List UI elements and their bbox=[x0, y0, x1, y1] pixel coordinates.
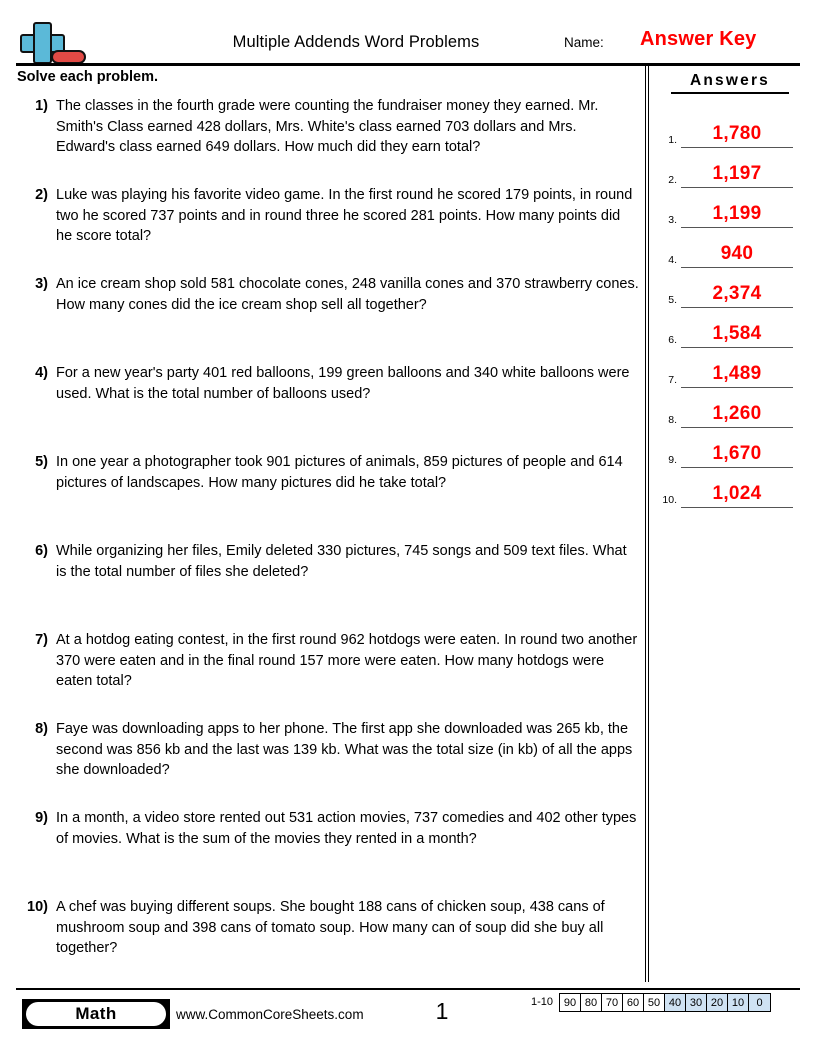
answer-value: 1,199 bbox=[712, 203, 762, 224]
page-header bbox=[16, 16, 800, 64]
page-number: 1 bbox=[435, 998, 449, 1024]
answer-row bbox=[655, 428, 805, 468]
problem-item bbox=[17, 719, 639, 781]
problem-text: In one year a photographer took 901 pictures of animals, 859 pictures of people and 614 pictures of landscapes. How many pictures did he take total? bbox=[56, 454, 623, 491]
answer-value: 1,584 bbox=[712, 323, 762, 344]
grading-scale-cell: 20 bbox=[707, 994, 728, 1011]
problem-number: 5) bbox=[35, 454, 48, 470]
grading-scale-cell: 70 bbox=[602, 994, 623, 1011]
problem-number: 1) bbox=[35, 98, 48, 114]
website-url: www.CommonCoreSheets.com bbox=[176, 1007, 364, 1022]
answer-key-badge: Answer Key bbox=[640, 28, 757, 50]
answer-number: 8. bbox=[668, 414, 677, 426]
footer-divider-rule bbox=[16, 988, 800, 990]
answer-row bbox=[655, 308, 805, 348]
problem-text: The classes in the fourth grade were counting the fundraiser money they earned. Mr. Smith's Class earned 428 dollars, Mrs. White's class earned 703 dollars and Mrs. Edward's class earned 649 dollars. How much did they earn total? bbox=[56, 98, 599, 155]
problem-number: 2) bbox=[35, 187, 48, 203]
answer-row bbox=[655, 348, 805, 388]
answer-value: 940 bbox=[720, 243, 754, 264]
problem-item bbox=[17, 541, 639, 582]
subject-badge-label: Math bbox=[26, 1002, 166, 1026]
problem-text: Luke was playing his favorite video game. In the first round he scored 179 points, in round two he scored 737 points and in round three he scored 281 points. How many points did he score total? bbox=[56, 187, 633, 244]
grading-scale-cell: 0 bbox=[749, 994, 770, 1011]
problem-number: 3) bbox=[35, 276, 48, 292]
grading-scale bbox=[531, 993, 771, 1012]
answer-number: 4. bbox=[668, 254, 677, 266]
answer-value: 1,024 bbox=[712, 483, 762, 504]
grading-scale-cell: 90 bbox=[560, 994, 581, 1011]
answer-number: 9. bbox=[668, 454, 677, 466]
answer-number: 1. bbox=[668, 134, 677, 146]
answer-value: 1,489 bbox=[712, 363, 762, 384]
problem-item bbox=[17, 274, 639, 315]
grading-scale-cell: 50 bbox=[644, 994, 665, 1011]
answer-row bbox=[655, 228, 805, 268]
answer-row bbox=[655, 188, 805, 228]
grading-scale-cell: 60 bbox=[623, 994, 644, 1011]
grading-scale-cell: 40 bbox=[665, 994, 686, 1011]
problem-text: In a month, a video store rented out 531 action movies, 737 comedies and 402 other types of movies. What is the sum of the movies they rented in a month? bbox=[56, 810, 637, 847]
answers-column bbox=[655, 66, 805, 508]
problem-item bbox=[17, 452, 639, 493]
answer-number: 3. bbox=[668, 214, 677, 226]
answer-row bbox=[655, 108, 805, 148]
column-divider bbox=[645, 66, 650, 982]
answer-row bbox=[655, 468, 805, 508]
answer-number: 7. bbox=[668, 374, 677, 386]
problem-item bbox=[17, 363, 639, 404]
problem-item bbox=[17, 630, 639, 692]
grading-scale-cell: 10 bbox=[728, 994, 749, 1011]
problem-item bbox=[17, 96, 639, 158]
subject-badge bbox=[22, 999, 170, 1029]
problem-number: 9) bbox=[35, 810, 48, 826]
answer-row bbox=[655, 268, 805, 308]
problem-text: For a new year's party 401 red balloons, 199 green balloons and 340 white balloons were used. What is the total number of balloons used? bbox=[56, 365, 630, 402]
answer-number: 10. bbox=[662, 494, 677, 506]
problem-text: A chef was buying different soups. She bought 188 cans of chicken soup, 438 cans of mushroom soup and 398 cans of tomato soup. How many can of soup did she buy all together? bbox=[56, 899, 605, 956]
grading-scale-cells bbox=[559, 993, 771, 1012]
answer-value: 2,374 bbox=[712, 283, 762, 304]
answers-heading: Answers bbox=[671, 72, 789, 94]
logo-minus-bar bbox=[51, 50, 86, 64]
answer-value: 1,260 bbox=[712, 403, 762, 424]
answer-row bbox=[655, 148, 805, 188]
answer-value: 1,780 bbox=[712, 123, 762, 144]
logo-plus-center-fill bbox=[35, 36, 50, 51]
plus-minus-logo-icon bbox=[16, 20, 84, 66]
grading-scale-label: 1-10 bbox=[531, 996, 554, 1008]
problem-number: 7) bbox=[35, 632, 48, 648]
problem-item bbox=[17, 808, 639, 849]
answer-number: 2. bbox=[668, 174, 677, 186]
problem-text: While organizing her files, Emily deleted 330 pictures, 745 songs and 509 text files. What is the total number of files she deleted? bbox=[56, 543, 627, 580]
answer-value: 1,197 bbox=[712, 163, 762, 184]
page-title: Multiple Addends Word Problems bbox=[232, 33, 480, 51]
answer-number: 5. bbox=[668, 294, 677, 306]
problem-number: 6) bbox=[35, 543, 48, 559]
name-label: Name: bbox=[564, 35, 604, 50]
problem-item bbox=[17, 185, 639, 247]
problem-text: At a hotdog eating contest, in the first round 962 hotdogs were eaten. In round two another 370 were eaten and in the final round 157 more were eaten. How many hotdogs were eaten total? bbox=[56, 632, 638, 689]
grading-scale-cell: 30 bbox=[686, 994, 707, 1011]
answer-row bbox=[655, 388, 805, 428]
problem-number: 8) bbox=[35, 721, 48, 737]
problem-text: An ice cream shop sold 581 chocolate cones, 248 vanilla cones and 370 strawberry cones. How many cones did the ice cream shop sell all together? bbox=[56, 276, 639, 313]
problem-number: 4) bbox=[35, 365, 48, 381]
instruction-text: Solve each problem. bbox=[17, 69, 159, 85]
answer-value: 1,670 bbox=[712, 443, 762, 464]
problem-text: Faye was downloading apps to her phone. The first app she downloaded was 265 kb, the second was 856 kb and the last was 139 kb. What was the total size (in kb) of all the apps she downloaded? bbox=[56, 721, 633, 778]
problem-item bbox=[17, 897, 639, 959]
problem-number: 10) bbox=[27, 899, 48, 915]
answer-number: 6. bbox=[668, 334, 677, 346]
grading-scale-cell: 80 bbox=[581, 994, 602, 1011]
